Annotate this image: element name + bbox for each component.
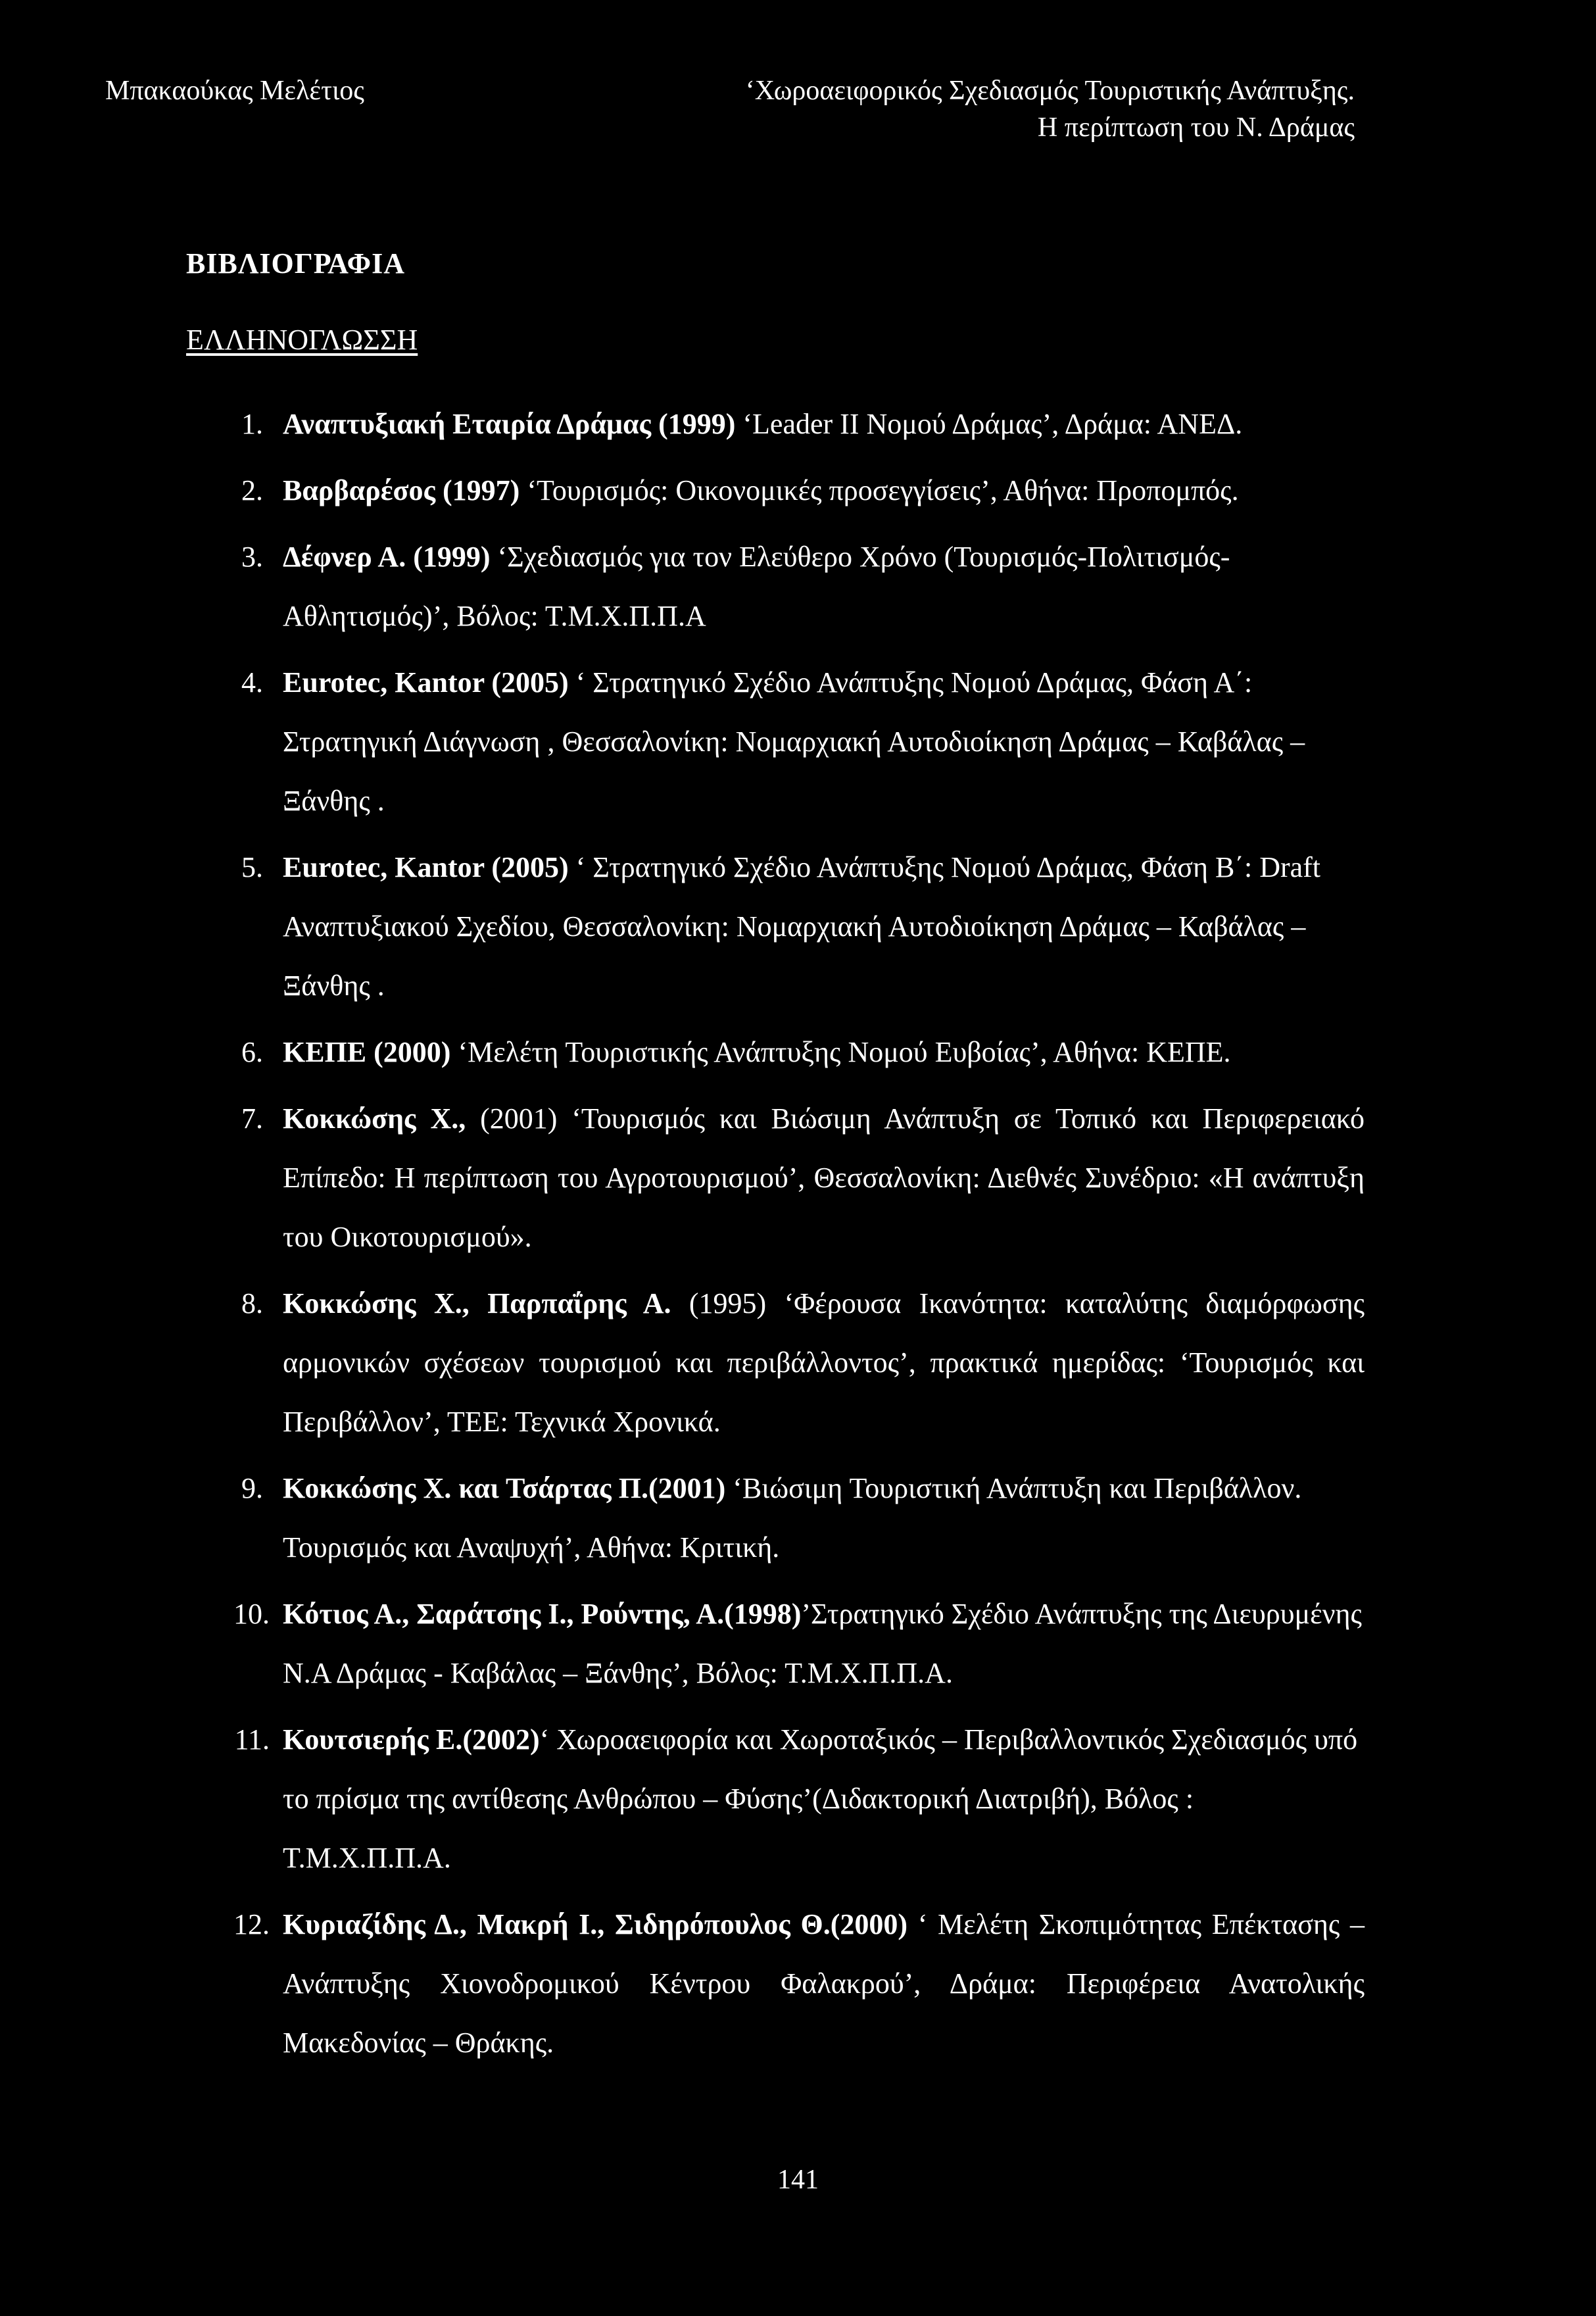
entry-number: 4. bbox=[241, 666, 263, 699]
entry-number: 12. bbox=[233, 1908, 270, 1940]
entry-number: 10. bbox=[233, 1598, 270, 1630]
header-title-line-1: ‘Χωροαειφορικός Σχεδιασμός Τουριστικής Ανάπτυξης. bbox=[745, 76, 1355, 106]
entry-number: 9. bbox=[241, 1472, 263, 1504]
entry-author: Κοκκώσης Χ., bbox=[283, 1102, 466, 1135]
entry-number: 8. bbox=[241, 1287, 263, 1319]
bibliography-entry-12 bbox=[0, 1895, 1365, 2073]
entry-number: 3. bbox=[241, 541, 263, 573]
entry-text bbox=[283, 1274, 1365, 1452]
header-author: Μπακαούκας Μελέτιος bbox=[105, 76, 364, 106]
entry-author: ΚΕΠΕ (2000) bbox=[283, 1036, 451, 1068]
entry-text bbox=[283, 653, 1365, 831]
entry-author: Κότιος Α., Σαράτσης Ι., Ρούντης, Α.(1998) bbox=[283, 1598, 802, 1630]
entry-author: Κοκκώσης Χ. και Τσάρτας Π.(2001) bbox=[283, 1472, 726, 1504]
bibliography-entry-2 bbox=[0, 461, 1365, 520]
entry-number: 1. bbox=[241, 408, 263, 440]
entry-citation: ‘Leader II Νομού Δράμας’, Δράμα: ΑΝΕΔ. bbox=[742, 408, 1243, 440]
entry-author: Βαρβαρέσος (1997) bbox=[283, 474, 520, 506]
entry-author: Αναπτυξιακή Εταιρία Δράμας (1999) bbox=[283, 408, 736, 440]
bibliography-list bbox=[0, 395, 1596, 2080]
entry-citation: (2001) ‘Τουρισμός και Βιώσιμη Ανάπτυξη σε Τοπικό και Περιφερειακό Επίπεδο: Η περίπτωση του Αγροτουρισμού’, Θεσσαλονίκη: Διεθνές Συνέδριο: «Η ανάπτυξη του Οικοτουρισμού». bbox=[283, 1102, 1365, 1253]
entry-number: 5. bbox=[241, 851, 263, 883]
entry-text bbox=[283, 1459, 1365, 1577]
entry-citation: ‘Βιώσιμη Τουριστική Ανάπτυξη και Περιβάλλον. Τουρισμός και Αναψυχή’, Αθήνα: Κριτική. bbox=[283, 1472, 1302, 1564]
entry-number: 6. bbox=[241, 1036, 263, 1068]
entry-citation: ‘ Στρατηγικό Σχέδιο Ανάπτυξης Νομού Δράμας, Φάση Β΄: Draft Αναπτυξιακού Σχεδίου, Θεσσαλονίκη: Νομαρχιακή Αυτοδιοίκηση Δράμας – Καβάλας – Ξάνθης . bbox=[283, 851, 1321, 1002]
entry-number: 11. bbox=[234, 1723, 270, 1756]
entry-citation: ‘Μελέτη Τουριστικής Ανάπτυξης Νομού Ευβοίας’, Αθήνα: ΚΕΠΕ. bbox=[458, 1036, 1231, 1068]
bibliography-entry-3 bbox=[0, 528, 1365, 646]
section-heading: ΒΙΒΛΙΟΓΡΑΦΙΑ bbox=[186, 247, 406, 280]
header-title-line-2: Η περίπτωση του Ν. Δράμας bbox=[1037, 112, 1355, 143]
bibliography-entry-9 bbox=[0, 1459, 1365, 1577]
section-subheading: ΕΛΛΗΝΟΓΛΩΣΣΗ bbox=[186, 324, 418, 356]
entry-text bbox=[283, 1023, 1365, 1082]
entry-text bbox=[283, 838, 1365, 1016]
entry-citation: ’Στρατηγικό Σχέδιο Ανάπτυξης της Διευρυμένης Ν.Α Δράμας - Καβάλας – Ξάνθης’, Βόλος: Τ.Μ.Χ.Π.Π.Α. bbox=[283, 1598, 1362, 1689]
entry-citation: ‘Τουρισμός: Οικονομικές προσεγγίσεις’, Αθήνα: Προπομπός. bbox=[527, 474, 1239, 506]
entry-citation: ‘ Μελέτη Σκοπιμότητας Επέκτασης – Ανάπτυξης Χιονοδρομικού Κέντρου Φαλακρού’, Δράμα: Περιφέρεια Ανατολικής Μακεδονίας – Θράκης. bbox=[283, 1908, 1365, 2059]
header-title bbox=[618, 72, 1355, 146]
bibliography-entry-7 bbox=[0, 1089, 1365, 1267]
entry-citation: ‘ Στρατηγικό Σχέδιο Ανάπτυξης Νομού Δράμας, Φάση Α΄: Στρατηγική Διάγνωση , Θεσσαλονίκη: Νομαρχιακή Αυτοδιοίκηση Δράμας – Καβάλας – Ξάνθης . bbox=[283, 666, 1305, 817]
bibliography-entry-1 bbox=[0, 395, 1365, 454]
entry-text bbox=[283, 528, 1365, 646]
running-header bbox=[0, 72, 1596, 151]
entry-citation: ‘Σχεδιασμός για τον Ελεύθερο Χρόνο (Τουρισμός-Πολιτισμός-Αθλητισμός)’, Βόλος: Τ.Μ.Χ.Π.Π.Α bbox=[283, 541, 1230, 632]
entry-text bbox=[283, 1089, 1365, 1267]
bibliography-entry-10 bbox=[0, 1585, 1365, 1703]
entry-number: 7. bbox=[241, 1102, 263, 1135]
entry-citation: ‘ Χωροαειφορία και Χωροταξικός – Περιβαλλοντικός Σχεδιασμός υπό το πρίσμα της αντίθεσης Ανθρώπου – Φύσης’(Διδακτορική Διατριβή), Βόλος : Τ.Μ.Χ.Π.Π.Α. bbox=[283, 1723, 1358, 1874]
entry-citation: (1995) ‘Φέρουσα Ικανότητα: καταλύτης διαμόρφωσης αρμονικών σχέσεων τουρισμού και περιβάλλοντος’, πρακτικά ημερίδας: ‘Τουρισμός και Περιβάλλον’, ΤΕΕ: Τεχνικά Χρονικά. bbox=[283, 1287, 1365, 1438]
entry-author: Κουτσιερής Ε.(2002) bbox=[283, 1723, 540, 1756]
entry-number: 2. bbox=[241, 474, 263, 506]
bibliography-entry-11 bbox=[0, 1710, 1365, 1888]
bibliography-entry-4 bbox=[0, 653, 1365, 831]
entry-author: Eurotec, Kantor (2005) bbox=[283, 666, 569, 699]
page-number: 141 bbox=[777, 2165, 819, 2195]
entry-text bbox=[283, 1710, 1365, 1888]
entry-author: Κυριαζίδης Δ., Μακρή Ι., Σιδηρόπουλος Θ.(2000) bbox=[283, 1908, 908, 1940]
bibliography-entry-8 bbox=[0, 1274, 1365, 1452]
entry-author: Δέφνερ Α. (1999) bbox=[283, 541, 491, 573]
bibliography-entry-6 bbox=[0, 1023, 1365, 1082]
entry-text bbox=[283, 1895, 1365, 2073]
entry-text bbox=[283, 461, 1365, 520]
entry-author: Eurotec, Kantor (2005) bbox=[283, 851, 569, 883]
bibliography-entry-5 bbox=[0, 838, 1365, 1016]
entry-text bbox=[283, 1585, 1365, 1703]
entry-author: Κοκκώσης Χ., Παρπαΐρης Α. bbox=[283, 1287, 671, 1319]
entry-text bbox=[283, 395, 1365, 454]
